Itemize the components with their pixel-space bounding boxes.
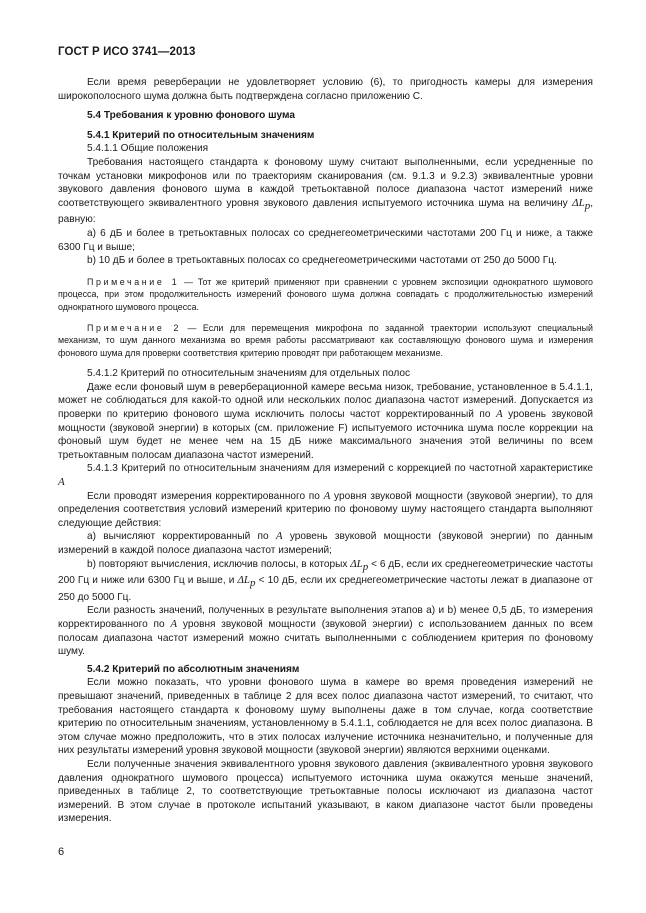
delta-lp-subscript: p — [362, 560, 369, 573]
step-b — [58, 558, 593, 605]
text-span: Даже если фоновый шум в реверберационной камере весьма низок, требование, установленное в 5.4.1.1, может не соблюдаться для какой-то одной или нескольких полос диапазона частот измерений. Допускается из проверки по критерию фонового шума исключить полосы частот корректированный по — [58, 381, 593, 421]
paragraph-5-4-1-3-result — [58, 604, 593, 658]
delta-lp-symbol: ΔL — [237, 574, 251, 587]
step-a — [58, 530, 593, 557]
note-2 — [58, 322, 593, 360]
section-5-4-heading: 5.4 Требования к уровню фонового шума — [87, 110, 295, 122]
document-header: ГОСТ Р ИСО 3741—2013 — [58, 46, 196, 58]
text-span: Требования настоящего стандарта к фоновому шуму считают выполненными, если усредненные по точкам установки микрофонов или по траекториям сканирования (см. 9.1.3 и 9.2.3) эквивалентные уровни звукового давления фонового шума в каждой третьоктавной полосе диапазона частот измерений ниже соответствующего эквивалентного уровня звукового давления испытуемого источника шума на величину — [58, 156, 593, 209]
delta-lp-subscript: p — [250, 577, 256, 590]
list-item-b: b) 10 дБ и более в третьоктавных полосах со среднегеометрическими частотами от 250 до 5000 Гц. — [87, 255, 557, 267]
paragraph-5-4-2-2: Если полученные значения эквивалентного уровня звукового давления (эквивалентного уровня звукового давления однократного шумового процесса) испытуемого источника шума окажутся меньше значений, приведенных в таблице 2, то соответствующие третьоктавные полосы исключают из диапазона частот измерений. В этом случае в протоколе испытаний указывают, в каком диапазоне частот были проведены измерения. — [58, 758, 593, 825]
a-weighting-symbol: A — [170, 618, 178, 631]
delta-lp-subscript: p — [584, 199, 591, 212]
text-span: a) вычисляют корректированный по — [87, 531, 276, 543]
note-1-text: — Тот же критерий применяют при сравнении с уровнем экспозиции однократного шумового процесса, при этом продолжительность измерений фонового шума должна совпадать с продолжительностью измерений однократного шумового процесса. — [58, 276, 593, 312]
text-span: уровень звуковой мощности (звуковой энергии) по данным измерений в каждой полосе диапазона частот измерений; — [58, 531, 593, 557]
page-number: 6 — [58, 846, 65, 858]
note-1-label: Примечание 1 — [87, 276, 180, 287]
intro-paragraph: Если время реверберации не удовлетворяет условию (6), то пригодность камеры для измерения широкополосного шума должна быть подтверждена согласно приложению С. — [58, 77, 593, 102]
section-5-4-2-heading: 5.4.2 Критерий по абсолютным значениям — [87, 663, 300, 675]
text-span: уровня звуковой мощности (звуковой энергии) с использованием данных по всем полосам диапазона частот измерений можно считать выполненными с соблюдением критерия по фоновому шуму. — [58, 619, 594, 658]
text-span: Если разность значений, полученных в результате выполнения этапов a) и b) менее 0,5 дБ, то измерения корректированного по — [58, 605, 593, 631]
text-span: , равную: — [58, 197, 593, 226]
paragraph-5-4-1-3-intro — [58, 490, 593, 531]
text-span: Если проводят измерения корректированного по — [87, 490, 324, 502]
delta-lp-symbol: ΔL — [572, 196, 585, 209]
a-weighting-symbol: A — [275, 530, 283, 543]
a-weighting-symbol: A — [323, 489, 331, 502]
text-span: < 10 дБ, если их среднегеометрические частоты лежат в диапазоне от 250 до 5000 Гц. — [58, 575, 593, 603]
section-5-4-1-1-heading: 5.4.1.1 Общие положения — [87, 143, 209, 155]
section-5-4-1-heading: 5.4.1 Критерий по относительным значениям — [87, 129, 315, 141]
note-2-text: — Если для перемещения микрофона по заданной траектории используют специальный механизм, то шум данного механизма во время работы рассматривают как составляющую фонового шума и измерения фонового шума для проверки соответствия критерию проводят при работающем механизме. — [58, 322, 593, 358]
text-span: уровень звуковой мощности (звуковой энергии) в которых (см. приложение F) испытуемого источника шума после коррекции на фоновый шум будет не менее чем на 15 дБ ниже максимального значения этой величины по всем третьоктавным полосам диапазона частот измерений. — [58, 409, 593, 461]
note-2-label: Примечание 2 — [87, 322, 182, 333]
paragraph-5-4-1-2 — [58, 381, 593, 463]
paragraph-5-4-1-1-requirements — [58, 156, 593, 227]
text-span: < 6 дБ, если их среднегеометрические частоты 200 Гц и ниже или 6300 Гц и выше, и — [58, 558, 593, 587]
text-span: 5.4.1.3 Критерий по относительным значениям для измерений с коррекцией по частотной характеристике — [87, 463, 593, 475]
list-item-a: a) 6 дБ и более в третьоктавных полосах со среднегеометрическими частотами 200 Гц и ниже, а также 6300 Гц и выше; — [58, 227, 593, 253]
text-span: уровня звуковой мощности (звуковой энергии), то для определения соответствия условий измерений критерию по фоновому шуму настоящего стандарта выполняют следующие действия: — [58, 490, 593, 529]
a-weighting-symbol: A — [495, 408, 503, 421]
paragraph-5-4-2-1: Если можно показать, что уровни фонового шума в камере во время проведения измерений не превышают значений, приведенных в таблице 2 для всех полос диапазона частот измерений, то считают, что требования настоящего стандарта к фоновому шуму выполнены даже в том случае, когда соответствие критерию по относительным значениям, установленному в 5.4.1.1, соблюдается не для всех полос диапазона. В этом случае можно предположить, что в этих полосах излучение источника незначительно, и полученные для них результаты измерений уровня звуковой мощности (звуковой энергии) являются верхними оценками. — [58, 677, 593, 757]
delta-lp-symbol: ΔL — [350, 557, 363, 570]
section-5-4-1-2-heading: 5.4.1.2 Критерий по относительным значениям для отдельных полос — [87, 368, 411, 380]
document-body — [58, 76, 593, 826]
text-span: b) повторяют вычисления, исключив полосы, в которых — [87, 558, 351, 570]
a-weighting-symbol: A — [58, 476, 65, 489]
section-5-4-1-3-heading — [58, 462, 593, 489]
note-1 — [58, 276, 593, 314]
